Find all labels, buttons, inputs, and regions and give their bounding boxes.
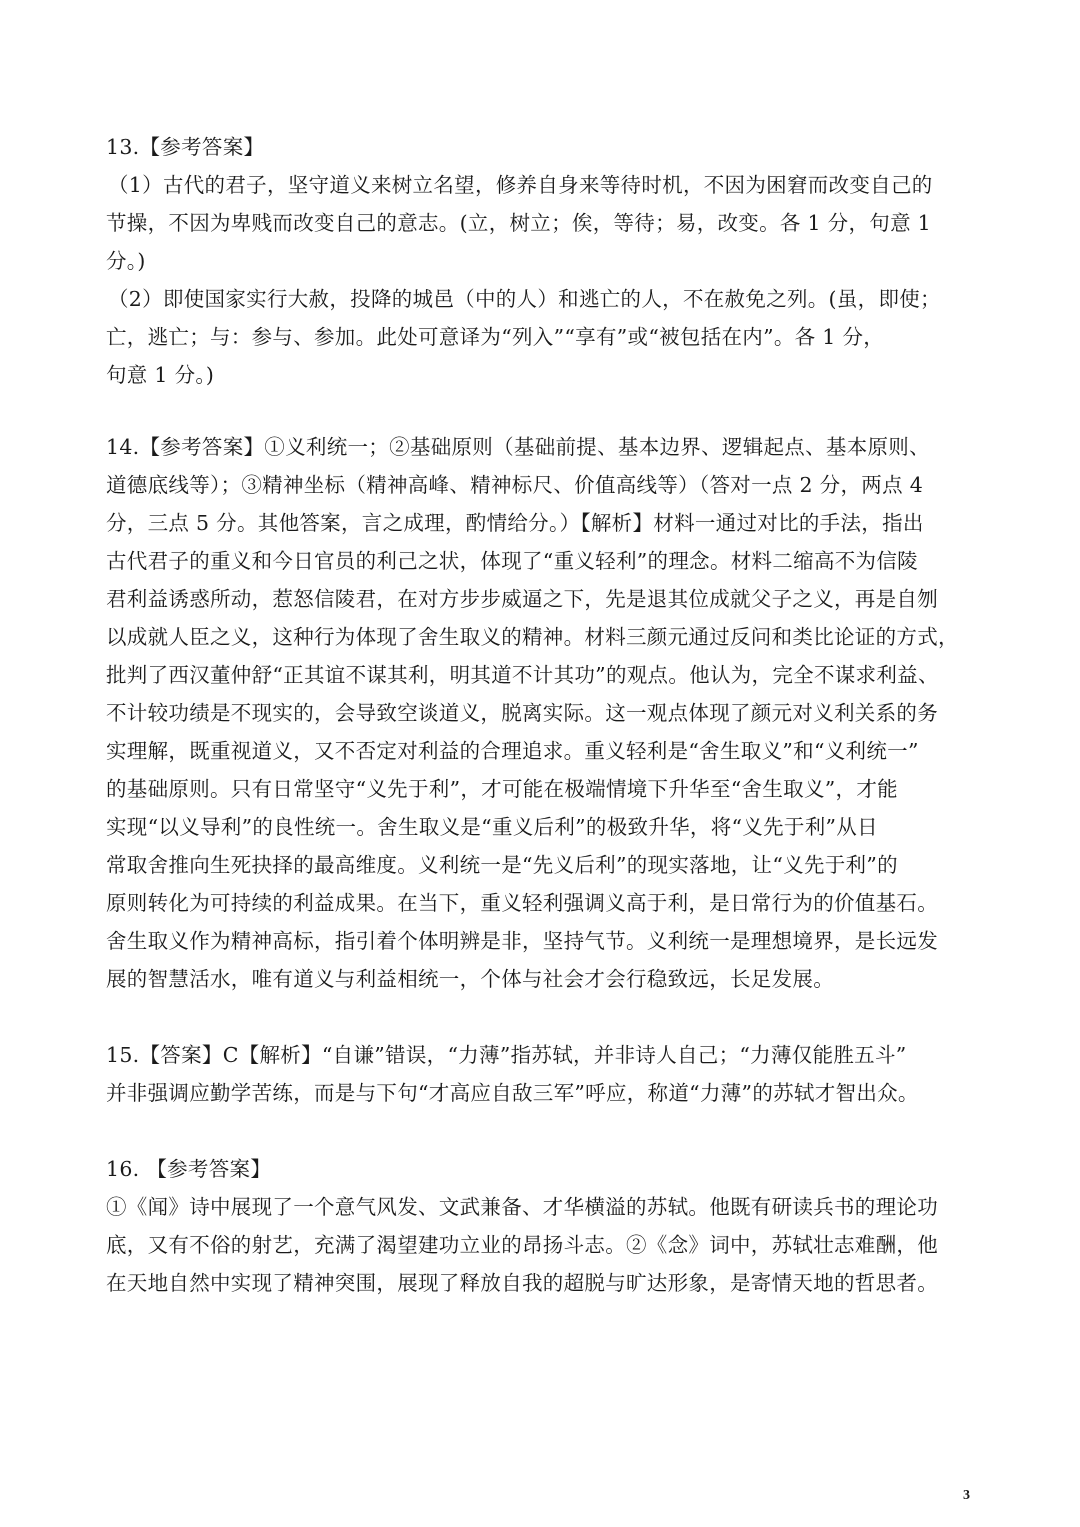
q14-line: 不计较功绩是不现实的，会导致空谈道义，脱离实际。这一观点体现了颜元对义利关系的务: [106, 701, 938, 725]
q15-heading: 15.【答案】C【解析】“自谦”错误，“力薄”指苏轼，并非诗人自己；“力薄仅能胜五斗”: [106, 1043, 907, 1067]
question-13-answer: [106, 128, 976, 394]
q14-line: 君利益诱惑所动，惹怒信陵君，在对方步步威逼之下，先是退其位成就父子之义，再是自刎: [106, 587, 938, 611]
q14-line: 舍生取义作为精神高标，指引着个体明辨是非，坚持气节。义利统一是理想境界，是长远发: [106, 929, 938, 953]
q13-line: 节操，不因为卑贱而改变自己的意志。(立，树立；俟，等待；易，改变。各 1 分，句意 1: [106, 211, 932, 235]
q13-line: （1）古代的君子，坚守道义来树立名望，修养自身来等待时机，不因为困窘而改变自己的: [108, 173, 933, 197]
q14-line: 批判了西汉董仲舒“正其谊不谋其利，明其道不计其功”的观点。他认为，完全不谋求利益、: [106, 663, 939, 687]
q15-line: 并非强调应勤学苦练，而是与下句“才高应自敌三军”呼应，称道“力薄”的苏轼才智出众。: [106, 1081, 919, 1105]
page-number: 3: [963, 1488, 970, 1503]
question-15-answer: [106, 1036, 976, 1112]
q16-line: ①《闻》诗中展现了一个意气风发、文武兼备、才华横溢的苏轼。他既有研读兵书的理论功: [106, 1195, 938, 1219]
q14-heading: 14.【参考答案】①义利统一；②基础原则（基础前提、基本边界、逻辑起点、基本原则、: [106, 435, 930, 459]
q13-line: 分。): [106, 249, 146, 273]
question-14-answer: [106, 428, 976, 998]
q14-line: 古代君子的重义和今日官员的利己之状，体现了“重义轻利”的理念。材料二缩高不为信陵: [106, 549, 918, 573]
q13-line: 句意 1 分。): [106, 363, 215, 387]
q16-line: 底，又有不俗的射艺，充满了渴望建功立业的昂扬斗志。②《念》词中，苏轼壮志难酬，他: [106, 1233, 938, 1257]
q14-line: 分，三点 5 分。其他答案，言之成理，酌情给分。）【解析】材料一通过对比的手法，指出: [106, 511, 924, 535]
answer-content: [106, 128, 976, 1302]
q14-line: 展的智慧活水，唯有道义与利益相统一，个体与社会才会行稳致远，长足发展。: [106, 967, 834, 991]
q16-heading: 16. 【参考答案】: [106, 1157, 272, 1181]
q14-line: 原则转化为可持续的利益成果。在当下，重义轻利强调义高于利，是日常行为的价值基石。: [106, 891, 938, 915]
q14-line: 道德底线等）；③精神坐标（精神高峰、精神标尺、价值高线等）（答对一点 2 分，两点 4: [106, 473, 924, 497]
q13-line: （2）即使国家实行大赦，投降的城邑（中的人）和逃亡的人，不在赦免之列。(虽，即使；: [108, 287, 941, 311]
q16-line: 在天地自然中实现了精神突围，展现了释放自我的超脱与旷达形象，是寄情天地的哲思者。: [106, 1271, 938, 1295]
q14-line: 实现“以义导利”的良性统一。舍生取义是“重义后利”的极致升华，将“义先于利”从日: [106, 815, 878, 839]
q13-heading: 13.【参考答案】: [106, 135, 265, 159]
question-16-answer: [106, 1150, 976, 1302]
q14-line: 实理解，既重视道义，又不否定对利益的合理追求。重义轻利是“舍生取义”和“义利统一”: [106, 739, 919, 763]
q14-line: 的基础原则。只有日常坚守“义先于利”，才可能在极端情境下升华至“舍生取义”，才能: [106, 777, 898, 801]
q13-line: 亡，逃亡；与：参与、参加。此处可意译为“列入”“享有”或“被包括在内”。各 1 分，: [106, 325, 885, 349]
q14-line: 以成就人臣之义，这种行为体现了舍生取义的精神。材料三颜元通过反问和类比论证的方式，: [106, 625, 959, 649]
q14-line: 常取舍推向生死抉择的最高维度。义利统一是“先义后利”的现实落地，让“义先于利”的: [106, 853, 898, 877]
